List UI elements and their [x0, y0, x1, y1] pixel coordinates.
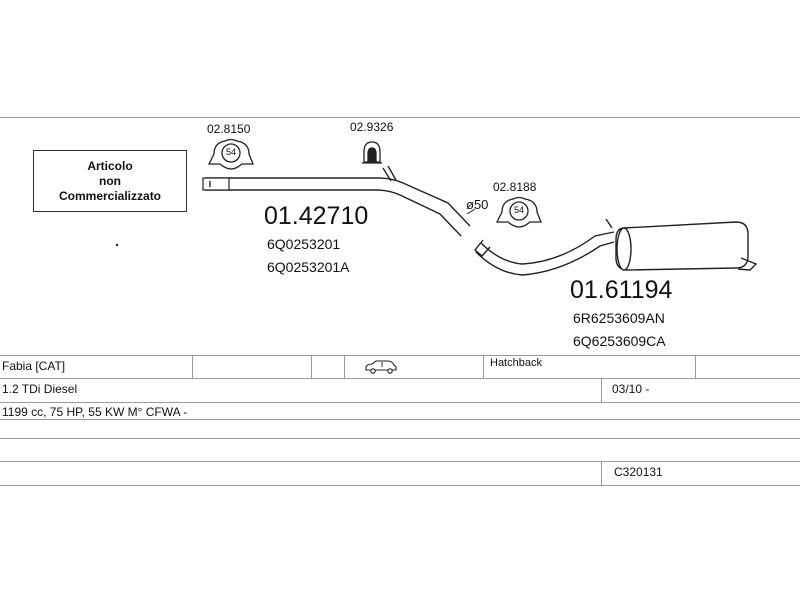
- pipe-diameter-label: ø50: [466, 197, 489, 212]
- hatchback-car-icon: [364, 360, 398, 374]
- engine: 1.2 TDi Diesel: [2, 382, 78, 396]
- engine-specs: 1199 cc, 75 HP, 55 KW M° CFWA -: [2, 405, 188, 419]
- oem-number: 6Q0253201A: [267, 259, 350, 275]
- diagram-dot: [116, 244, 118, 246]
- notice-line: non: [99, 174, 121, 188]
- not-sold-notice: [33, 150, 187, 212]
- production-date: 03/10 -: [612, 382, 650, 396]
- oem-number: 6Q6253609CA: [573, 333, 666, 349]
- hanger-size-label: 54: [226, 147, 237, 157]
- notice-line: Commercializzato: [58, 189, 162, 203]
- oem-number: 6R6253609AN: [573, 310, 665, 326]
- part-number[interactable]: 01.61194: [570, 276, 673, 304]
- body-type: Hatchback: [490, 357, 542, 369]
- notice-line: Articolo: [87, 159, 133, 173]
- part-number[interactable]: 01.42710: [264, 202, 369, 230]
- clamp-code[interactable]: 02.8188: [493, 180, 537, 194]
- hanger-size-label: 54: [514, 205, 525, 215]
- vehicle-model: Fabia [CAT]: [2, 359, 66, 373]
- clamp-code[interactable]: 02.8150: [207, 122, 251, 136]
- catalog-code: C320131: [614, 465, 663, 479]
- exhaust-clamp-icon[interactable]: [362, 142, 382, 163]
- clamp-code[interactable]: 02.9326: [350, 120, 394, 134]
- oem-number: 6Q0253201: [267, 236, 341, 252]
